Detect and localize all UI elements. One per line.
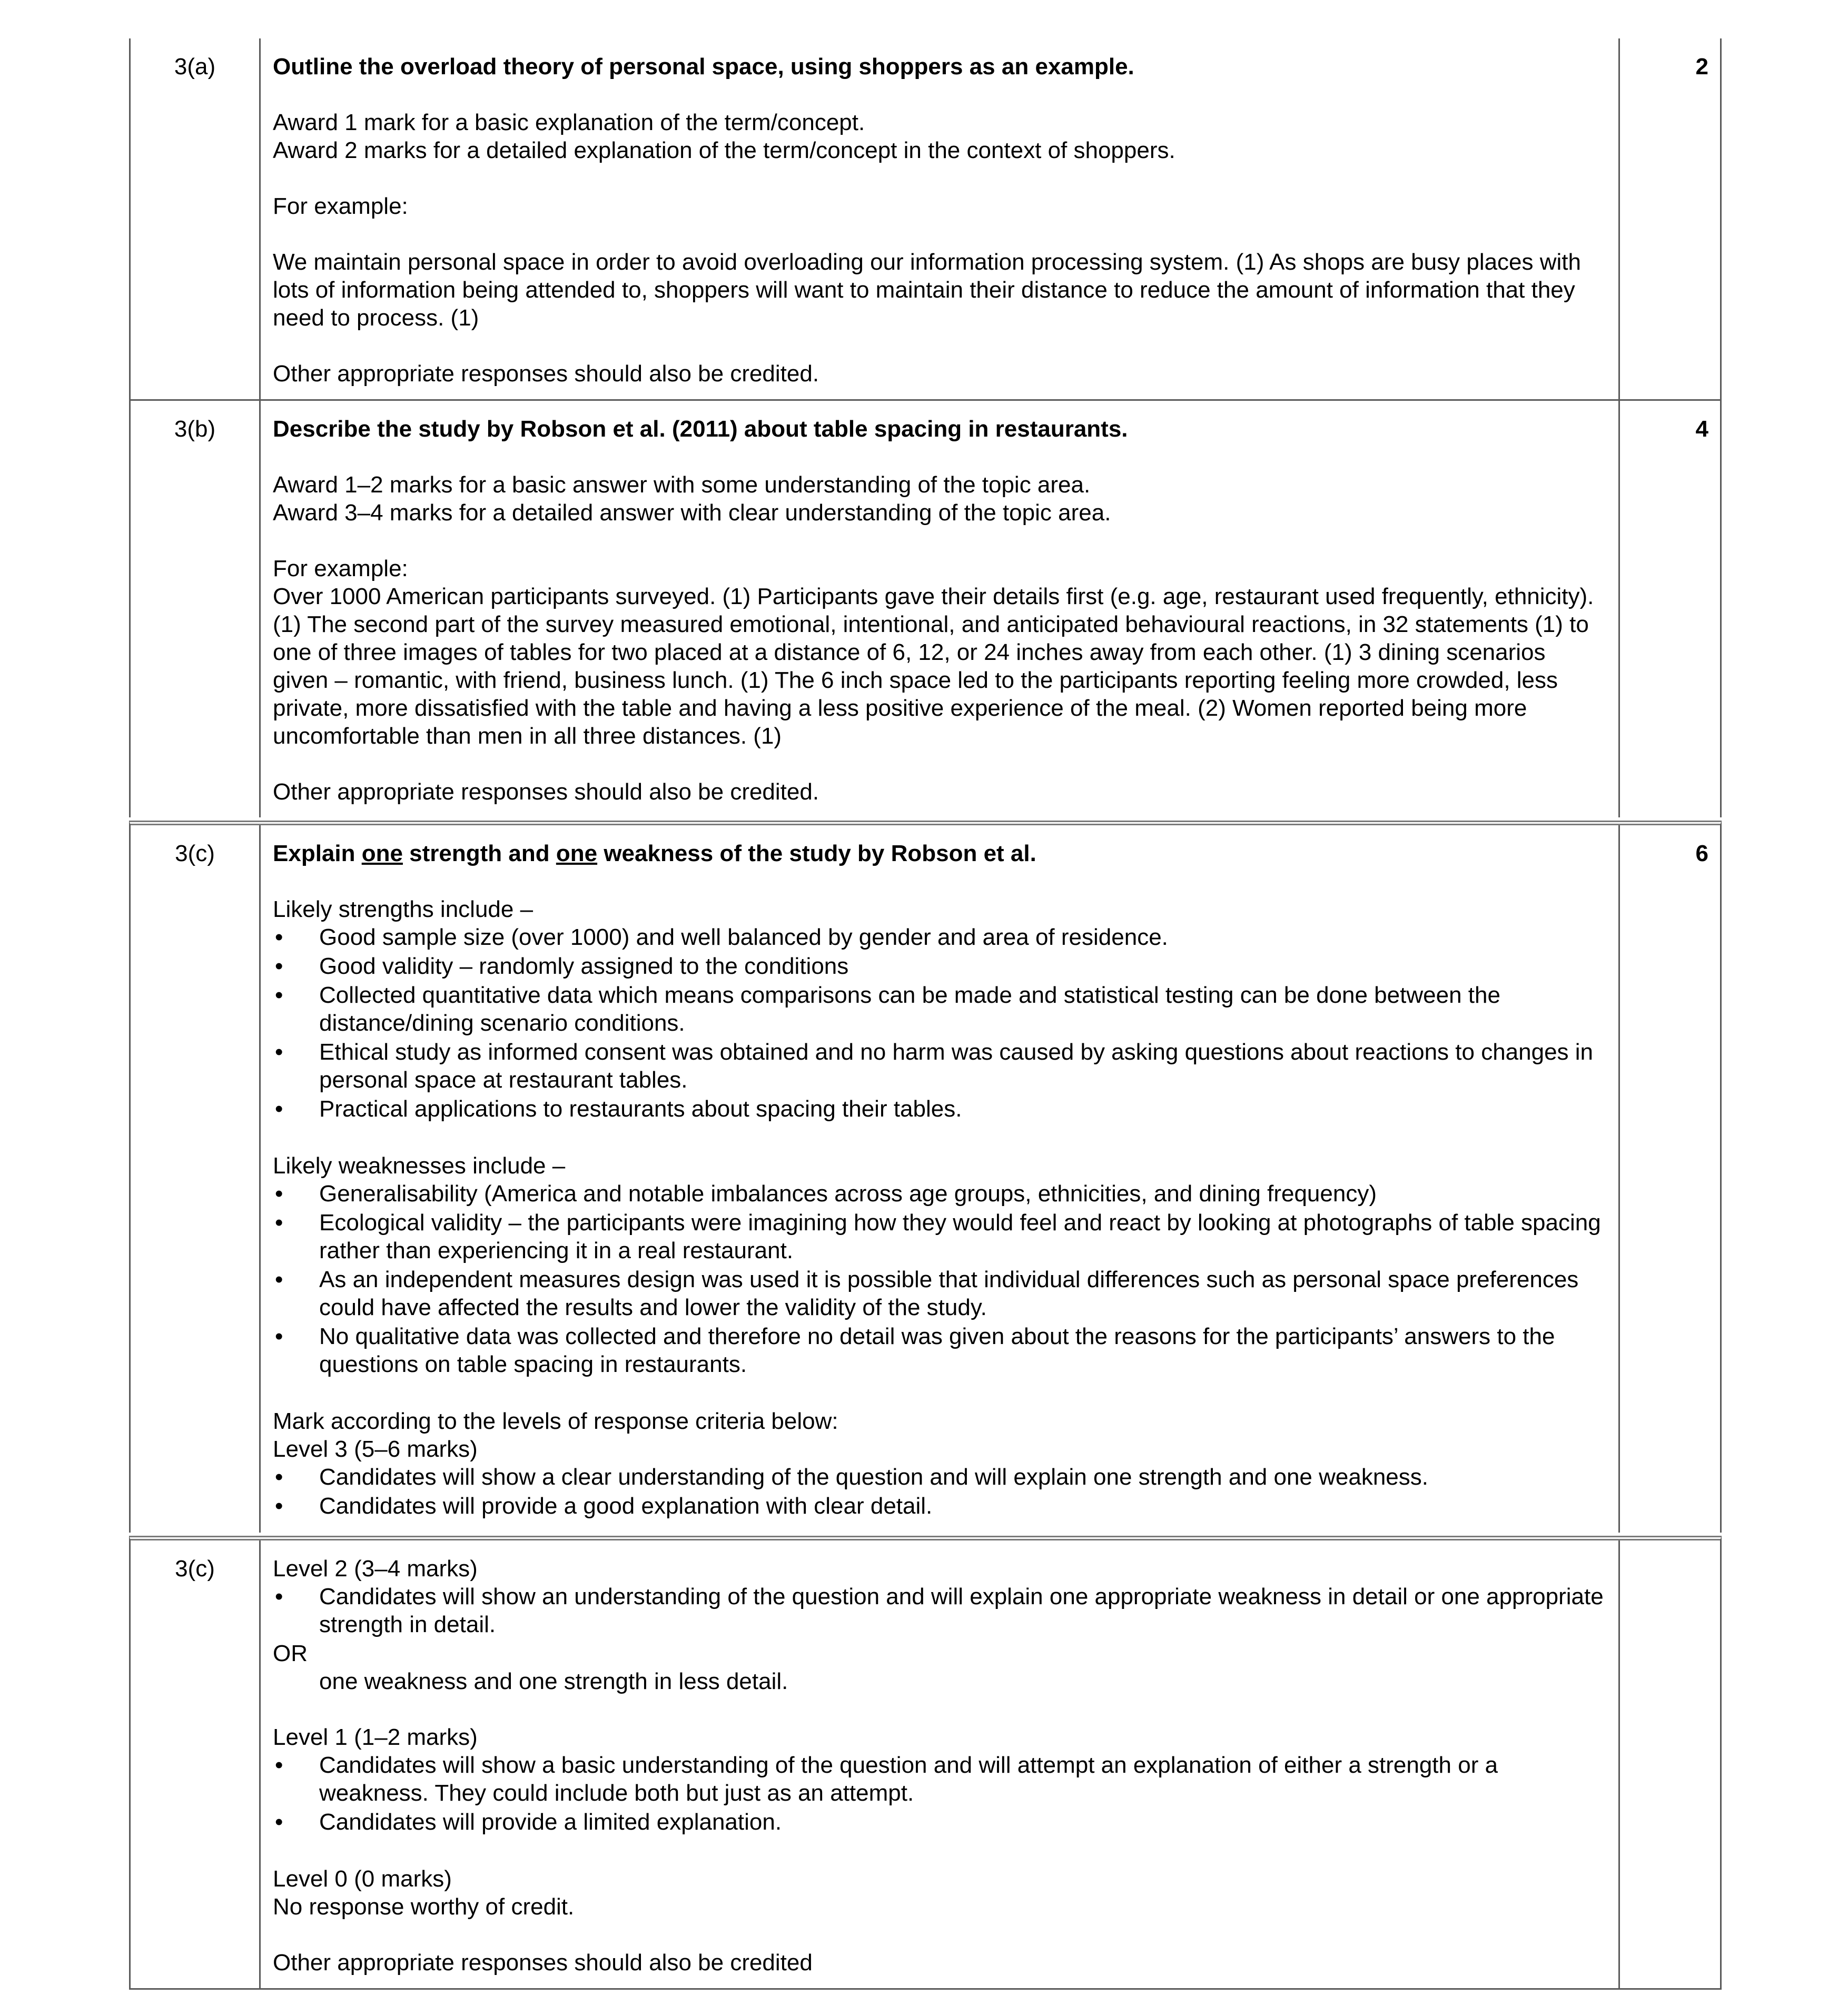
weaknesses-list [273, 1180, 1605, 1378]
question-row-3a [129, 38, 1722, 399]
list-item: • Collected quantitative data which means comparisons can be made and statistical testing can be done between the distance/dining scenario conditions. [273, 981, 1605, 1037]
question-row-3c-continued [129, 1536, 1722, 1990]
answer-cell [261, 825, 1620, 1533]
question-number: 3(b) [131, 401, 261, 817]
level0-text: No response worthy of credit. [273, 1894, 575, 1920]
question-row-3c [129, 821, 1722, 1533]
other-responses-note: Other appropriate responses should also be credited [273, 1950, 813, 1976]
marks-value: 4 [1695, 416, 1708, 442]
question-text: Outline the overload theory of personal space, using shoppers as an example. [273, 54, 1134, 80]
award-line: Award 1 mark for a basic explanation of the term/concept. [273, 110, 865, 135]
list-item: • Ecological validity – the participants were imagining how they would feel and react by looking at photographs of table spacing rather than experiencing it in a real restaurant. [273, 1209, 1605, 1265]
marks-value: 2 [1695, 54, 1708, 80]
list-item: • Candidates will show a clear understanding of the question and will explain one strength and one weakness. [273, 1463, 1605, 1491]
list-item: • Candidates will show an understanding of the question and will explain one appropriate weakness in detail or one appropriate strength in detail. [273, 1583, 1605, 1638]
other-responses-note: Other appropriate responses should also be credited. [273, 779, 819, 805]
list-item: • Candidates will provide a good explanation with clear detail. [273, 1492, 1605, 1520]
level-criteria-list [273, 1583, 1605, 1638]
award-line: Award 2 marks for a detailed explanation of the term/concept in the context of shoppers. [273, 137, 1175, 163]
weaknesses-heading: Likely weaknesses include – [273, 1153, 566, 1179]
question-text: Describe the study by Robson et al. (2011) about table spacing in restaurants. [273, 416, 1128, 442]
list-item: • Good sample size (over 1000) and well balanced by gender and area of residence. [273, 923, 1605, 951]
level-heading: Level 3 (5–6 marks) [273, 1436, 478, 1462]
level-heading: Level 0 (0 marks) [273, 1866, 452, 1892]
award-line: Award 1–2 marks for a basic answer with some understanding of the topic area. [273, 472, 1091, 498]
level-heading: Level 2 (3–4 marks) [273, 1556, 478, 1582]
question-number: 3(c) [131, 1540, 261, 1988]
question-row-3b [129, 399, 1722, 817]
level-criteria-list [273, 1463, 1605, 1520]
example-heading: For example: [273, 556, 408, 581]
list-item: • Candidates will provide a limited explanation. [273, 1808, 1605, 1836]
strengths-list [273, 923, 1605, 1123]
list-item: • No qualitative data was collected and therefore no detail was given about the reasons for the participants’ answers to the questions on table spacing in restaurants. [273, 1322, 1605, 1378]
list-item: • As an independent measures design was used it is possible that individual differences such as personal space preferences could have affected the results and lower the validity of the study. [273, 1266, 1605, 1321]
example-heading: For example: [273, 193, 408, 219]
level-criteria-list [273, 1751, 1605, 1836]
mark-scheme-table [129, 38, 1722, 1990]
answer-cell [261, 38, 1620, 399]
or-line: one weakness and one strength in less detail. [319, 1668, 788, 1694]
list-item: • Ethical study as informed consent was obtained and no harm was caused by asking questions about reactions to changes in personal space at restaurant tables. [273, 1038, 1605, 1094]
answer-cell [261, 401, 1620, 817]
list-item: • Generalisability (America and notable imbalances across age groups, ethnicities, and dining frequency) [273, 1180, 1605, 1208]
list-item: • Candidates will show a basic understanding of the question and will attempt an explanation of either a strength or a weakness. They could include both but just as an attempt. [273, 1751, 1605, 1807]
or-text: OR [273, 1641, 308, 1666]
list-item: • Practical applications to restaurants about spacing their tables. [273, 1095, 1605, 1123]
marks-value [1620, 1540, 1720, 1988]
level-heading: Level 1 (1–2 marks) [273, 1724, 478, 1750]
other-responses-note: Other appropriate responses should also be credited. [273, 361, 819, 387]
strengths-heading: Likely strengths include – [273, 896, 533, 922]
award-line: Award 3–4 marks for a detailed answer with clear understanding of the topic area. [273, 500, 1111, 526]
mark-according-note: Mark according to the levels of response criteria below: [273, 1408, 838, 1434]
answer-cell [261, 1540, 1620, 1988]
question-text: Explain one strength and one weakness of the study by Robson et al. [273, 841, 1036, 866]
question-number: 3(c) [131, 825, 261, 1533]
example-text: Over 1000 American participants surveyed. (1) Participants gave their details first (e.g. age, restaurant used frequently, ethnicity). (1) The second part of the survey measured emotional, intentional, and anticipated behavioural reactions, in 32 statements (1) to one of three images of tables for two placed at a distance of 6, 12, or 24 inches away from each other. (1) 3 dining scenarios given – romantic, with friend, business lunch. (1) The 6 inch space led to the participants reporting feeling more crowded, less private, more dissatisfied with the table and having a less positive experience of the meal. (2) Women reported being more uncomfortable than men in all three distances. (1) [273, 584, 1594, 749]
example-text: We maintain personal space in order to avoid overloading our information processing system. (1) As shops are busy places with lots of information being attended to, shoppers will want to maintain their distance to reduce the amount of information that they need to process. (1) [273, 249, 1582, 331]
question-number: 3(a) [131, 38, 261, 399]
marks-value: 6 [1695, 841, 1708, 866]
list-item: • Good validity – randomly assigned to the conditions [273, 952, 1605, 980]
